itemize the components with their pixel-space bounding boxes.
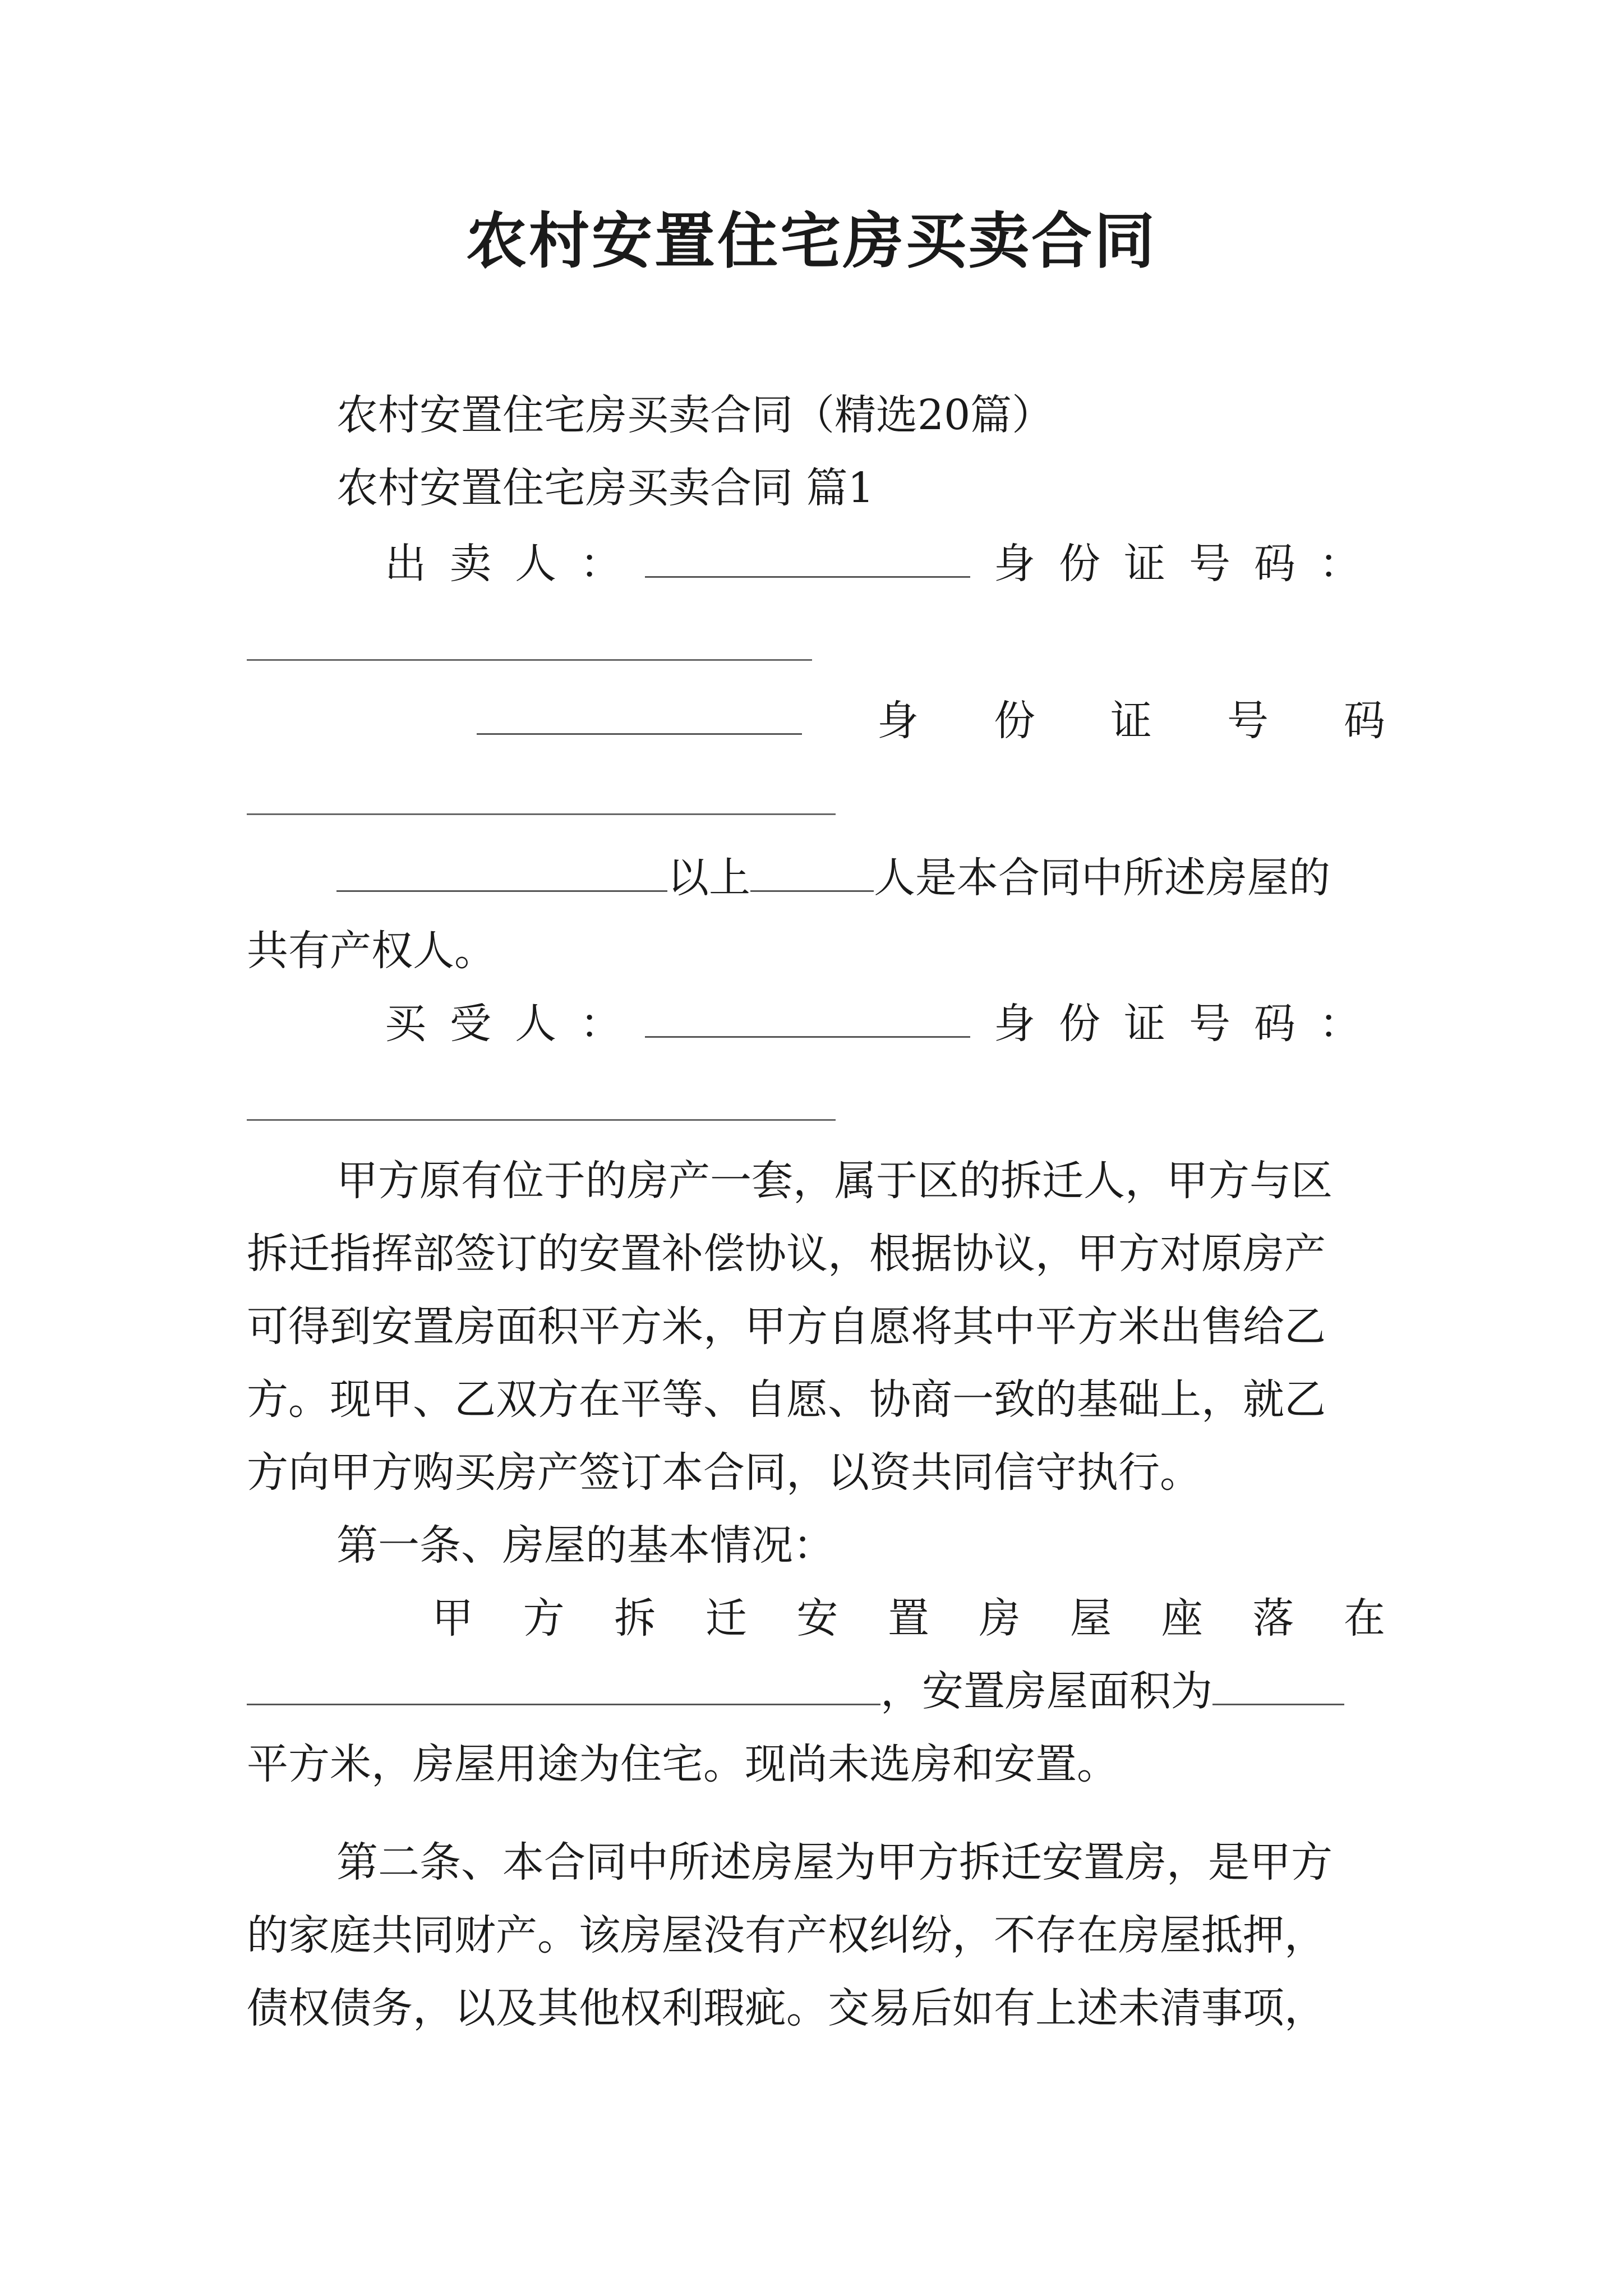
intro-line: 拆迁指挥部签订的安置补偿协议，根据协议，甲方对原房产 xyxy=(247,1230,1326,1278)
clause2-line: 第二条、本合同中所述房屋为甲方拆迁安置房，是甲方 xyxy=(336,1838,1332,1887)
article-heading: 农村安置住宅房买卖合同 篇1 xyxy=(336,464,874,512)
clause1-char: 置 xyxy=(887,1594,929,1642)
id-label-char: 身 xyxy=(877,697,919,745)
seller-name-blank xyxy=(645,536,970,578)
buyer-name-blank xyxy=(645,996,970,1038)
seller-id-blank xyxy=(247,659,812,661)
id-label-char: 号 xyxy=(1189,540,1230,588)
id-label-char: 证 xyxy=(1124,540,1165,588)
intro-line: 甲方原有位于的房产一套，属于区的拆迁人，甲方与区 xyxy=(336,1157,1332,1205)
clause2-line: 债权债务，以及其他权利瑕疵。交易后如有上述未清事项， xyxy=(247,1984,1326,2032)
clause1-char: 落 xyxy=(1252,1594,1294,1642)
id-label-char: 证 xyxy=(1124,1000,1165,1048)
clause1-char: 在 xyxy=(1343,1594,1385,1642)
buyer-id-blank xyxy=(247,1119,836,1121)
co-owner-line-1 xyxy=(336,850,1330,906)
buyer-char: 买 xyxy=(385,1000,426,1048)
clause1-char: 屋 xyxy=(1070,1594,1112,1642)
id-label-colon: ： xyxy=(1319,540,1361,588)
seller-row xyxy=(385,536,1361,592)
id-label-char: 份 xyxy=(1059,1000,1100,1048)
seller-char: 卖 xyxy=(450,540,491,588)
id-label-char: 身 xyxy=(994,540,1035,588)
id-label-char: 身 xyxy=(994,1000,1035,1048)
clause1-area-label: ，安置房屋面积为 xyxy=(880,1667,1212,1715)
co-owner-count-blank xyxy=(750,850,874,892)
seller-char: 出 xyxy=(385,540,426,588)
buyer-colon: ： xyxy=(580,1000,621,1048)
clause1-char: 房 xyxy=(979,1594,1021,1642)
seller-colon: ： xyxy=(580,540,621,588)
document-title: 农村安置住宅房买卖合同 xyxy=(465,206,1157,277)
location-blank xyxy=(247,1663,880,1705)
clause1-heading: 第一条、房屋的基本情况： xyxy=(336,1521,834,1570)
buyer-char: 受 xyxy=(450,1000,491,1048)
buyer-char: 人 xyxy=(515,1000,556,1048)
co-owner-name-blank xyxy=(477,693,802,735)
co-owner-id-blank xyxy=(247,813,836,815)
clause1-char: 安 xyxy=(796,1594,838,1642)
id-label-char: 码 xyxy=(1344,697,1385,745)
intro-line: 方。现甲、乙双方在平等、自愿、协商一致的基础上，就乙 xyxy=(247,1375,1326,1424)
co-owner-text-b: 人是本合同中所述房屋的 xyxy=(874,854,1330,902)
document-subtitle: 农村安置住宅房买卖合同（精选20篇） xyxy=(336,391,1054,439)
clause1-char: 座 xyxy=(1161,1594,1203,1642)
clause1-char: 方 xyxy=(523,1594,565,1642)
id-label-char: 码 xyxy=(1254,1000,1295,1048)
id-label-char: 码 xyxy=(1254,540,1295,588)
clause1-char: 拆 xyxy=(614,1594,656,1642)
clause1-area-line xyxy=(247,1663,1344,1719)
clause2-line: 的家庭共同财产。该房屋没有产权纠纷，不存在房屋抵押， xyxy=(247,1911,1326,1959)
buyer-row xyxy=(385,996,1361,1052)
clause1-location-row xyxy=(432,1590,1385,1646)
intro-line: 可得到安置房面积平方米，甲方自愿将其中平方米出售给乙 xyxy=(247,1303,1326,1351)
intro-line: 方向甲方购买房产签订本合同，以资共同信守执行。 xyxy=(247,1448,1201,1497)
clause1-char: 甲 xyxy=(432,1594,473,1642)
co-owner-id-row xyxy=(477,693,1385,749)
clause1-usage-line: 平方米，房屋用途为住宅。现尚未选房和安置。 xyxy=(247,1740,1118,1788)
id-label-char: 份 xyxy=(994,697,1035,745)
id-label-char: 证 xyxy=(1110,697,1152,745)
id-label-char: 号 xyxy=(1189,1000,1230,1048)
co-owner-text-a: 以上 xyxy=(667,854,750,902)
area-blank xyxy=(1212,1663,1344,1705)
id-label-char: 份 xyxy=(1059,540,1100,588)
co-owner-names-blank xyxy=(336,850,667,892)
clause1-char: 迁 xyxy=(705,1594,747,1642)
id-label-colon: ： xyxy=(1319,1000,1361,1048)
co-owner-line-2: 共有产权人。 xyxy=(247,927,496,975)
seller-char: 人 xyxy=(515,540,556,588)
id-label-char: 号 xyxy=(1227,697,1269,745)
